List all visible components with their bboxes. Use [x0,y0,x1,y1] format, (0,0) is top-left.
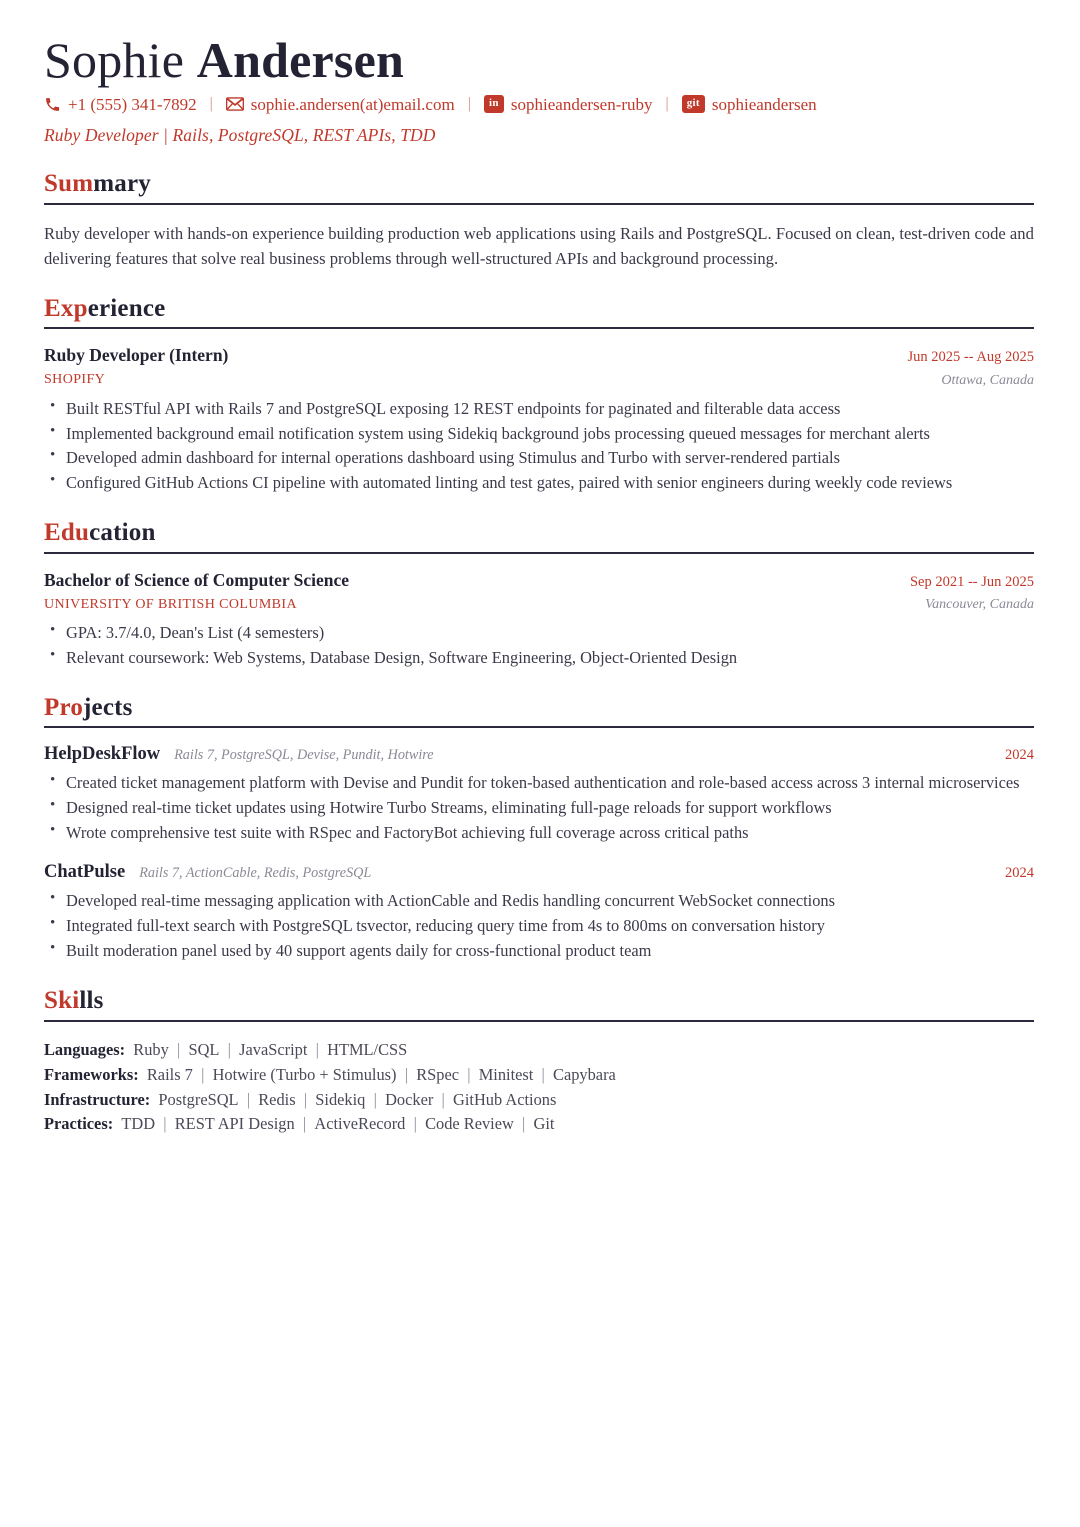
skills-item: RSpec [416,1064,459,1084]
job-dates: Jun 2025 -- Aug 2025 [907,349,1034,366]
skills-separator: | [396,1064,417,1084]
contact-github[interactable] [682,95,817,113]
envelope-icon [226,97,244,111]
project-entry-left [44,862,371,883]
list-item: • Designed real-time ticket updates using Hotwire Turbo Streams, eliminating full-page reloads for support workflows [44,796,1034,820]
skills-item: ActiveRecord [314,1114,406,1134]
experience-body [44,345,1034,495]
list-item: • Implemented background email notification system using Sidekiq background jobs processing queued messages for merchant alerts [44,422,1034,446]
skills-separator: | [238,1089,259,1109]
job-bullets [44,397,1034,496]
section-title-skills [44,987,1034,1018]
skills-item: TDD [117,1114,156,1134]
skills-separator: | [533,1064,554,1084]
experience-entry-header [44,345,1034,390]
section-title-highlight: Ski [44,987,80,1015]
contact-line [44,95,1034,113]
section-rule [44,327,1034,329]
skills-separator: | [405,1114,426,1134]
education-bullets [44,621,1034,670]
education-entry-right [910,573,1034,615]
list-item: • Developed admin dashboard for internal operations dashboard using Stimulus and Turbo with server-rendered partials [44,446,1034,470]
skills-separator: | [168,1039,189,1059]
given-name: Sophie [44,32,185,88]
skills-separator: | [513,1114,534,1134]
job-title: Ruby Developer (Intern) [44,345,229,366]
skills-item: Git [533,1114,555,1134]
education-body [44,570,1034,670]
skills-category: Languages: [44,1039,126,1059]
github-icon: git [682,95,705,113]
skills-separator: | [192,1064,213,1084]
skills-separator: | [155,1114,175,1134]
project-tech-stack: Rails 7, ActionCable, Redis, PostgreSQL [139,865,372,882]
skills-item: SQL [188,1039,220,1059]
skills-items [154,1090,556,1109]
skills-item: Rails 7 [142,1064,193,1084]
skills-row [44,1063,1034,1088]
section-skills [44,987,1034,1137]
project-bullets [44,771,1034,845]
skills-item: Docker [385,1089,434,1109]
skills-item: Code Review [425,1114,514,1134]
github-text: sophieandersen [711,94,817,114]
list-item: • Developed real-time messaging application with ActionCable and Redis handling concurrent WebSocket connections [44,889,1034,913]
list-item: • Built RESTful API with Rails 7 and PostgreSQL exposing 12 REST endpoints for paginated and filterable data access [44,397,1034,421]
list-item: • Integrated full-text search with PostgreSQL tsvector, reducing query time from 4s to 800ms on conversation history [44,914,1034,938]
skills-row [44,1038,1034,1063]
section-title-projects [44,694,1034,725]
project-tech-stack: Rails 7, PostgreSQL, Devise, Pundit, Hotwire [174,747,434,764]
skills-separator: | [433,1089,453,1109]
summary-text: Ruby developer with hands-on experience building production web applications using Rails and PostgreSQL. Focused on clean, test-driven code and delivering features that solve real business problems through well-structured APIs and background processing. [44,223,1034,268]
project-entry [44,744,1034,845]
section-title-highlight: Exp [44,294,88,322]
experience-entry-left [44,345,228,390]
section-title-highlight: Sum [44,170,94,197]
section-title-rest: mary [93,170,151,197]
summary-body [44,221,1034,271]
section-title-summary [44,170,1034,201]
skills-item: PostgreSQL [154,1089,239,1109]
contact-email[interactable] [226,96,455,113]
section-title-highlight: Pro [44,693,84,721]
skills-body [44,1038,1034,1138]
phone-text: +1 (555) 341-7892 [68,94,197,114]
email-text: sophie.andersen(at)email.com [250,94,455,114]
contact-separator: | [467,95,471,112]
section-title-rest: lls [79,987,104,1015]
project-year: 2024 [1005,865,1034,882]
skills-items [129,1040,407,1059]
skills-category: Practices: [44,1114,114,1134]
skills-row [44,1088,1034,1113]
skills-separator: | [219,1039,240,1059]
project-name: ChatPulse [44,862,126,883]
contact-separator: | [209,95,213,112]
project-entry-header [44,744,1034,765]
school-location: Vancouver, Canada [925,597,1034,612]
skills-separator: | [365,1089,386,1109]
headline-tagline: Ruby Developer | Rails, PostgreSQL, REST APIs, TDD [44,125,436,145]
skills-item: Ruby [129,1039,169,1059]
skills-item: Minitest [478,1064,534,1084]
project-entry-header [44,862,1034,883]
section-title-highlight: Edu [44,519,90,547]
section-rule [44,726,1034,728]
skills-items [117,1114,554,1133]
skills-separator: | [294,1114,315,1134]
skills-separator: | [459,1064,479,1084]
skills-item: GitHub Actions [453,1089,557,1109]
skills-item: Capybara [553,1064,616,1084]
section-rule [44,552,1034,554]
section-title-rest: jects [83,693,133,721]
linkedin-icon: in [484,95,504,113]
job-location: Ottawa, Canada [941,372,1034,388]
skills-row [44,1112,1034,1137]
skills-separator: | [307,1039,328,1059]
degree-title: Bachelor of Science of Computer Science [44,569,350,590]
skills-item: Hotwire (Turbo + Stimulus) [212,1064,397,1084]
skills-item: Sidekiq [315,1089,366,1109]
education-entry-header [44,570,1034,615]
school-name: UNIVERSITY OF BRITISH COLUMBIA [44,596,297,612]
candidate-name [44,34,1034,87]
skills-item: JavaScript [239,1039,308,1059]
contact-phone[interactable] [44,96,197,113]
skills-separator: | [295,1089,316,1109]
company-name: SHOPIFY [44,372,106,388]
skills-item: REST API Design [174,1114,295,1134]
degree-dates: Sep 2021 -- Jun 2025 [909,573,1034,590]
education-entry [44,570,1034,670]
section-title-rest: cation [89,519,156,547]
list-item: • Built moderation panel used by 40 support agents daily for cross-functional product team [44,939,1034,963]
section-title-experience [44,295,1034,326]
skills-item: HTML/CSS [327,1039,408,1059]
section-projects [44,694,1034,963]
list-item: • Configured GitHub Actions CI pipeline with automated linting and test gates, paired with senior engineers during weekly code reviews [44,471,1034,495]
list-item: • Relevant coursework: Web Systems, Database Design, Software Engineering, Object-Oriented Design [44,646,1034,670]
project-entry [44,862,1034,963]
section-summary [44,170,1034,271]
skills-category: Infrastructure: [44,1089,151,1109]
section-rule [44,203,1034,205]
skills-category: Frameworks: [44,1064,139,1084]
section-experience [44,295,1034,495]
linkedin-text: sophieandersen-ruby [510,94,653,114]
list-item: • GPA: 3.7/4.0, Dean's List (4 semesters) [44,621,1034,645]
contact-separator: | [665,95,669,112]
project-entry-left [44,744,434,765]
list-item: • Created ticket management platform with Devise and Pundit for token-based authentication and role-based access across 3 internal microservices [44,771,1034,795]
contact-linkedin[interactable] [484,95,653,113]
education-entry-left [44,570,349,615]
resume-header [44,34,1034,146]
section-title-rest: erience [87,294,166,322]
skills-items [143,1065,616,1084]
projects-body [44,744,1034,963]
experience-entry [44,345,1034,495]
skills-item: Redis [258,1089,296,1109]
list-item: • Wrote comprehensive test suite with RSpec and FactoryBot achieving full coverage across critical paths [44,821,1034,845]
section-rule [44,1020,1034,1022]
section-title-education [44,519,1034,550]
project-bullets [44,889,1034,963]
project-name: HelpDeskFlow [44,744,161,765]
project-year: 2024 [1005,747,1034,764]
section-education [44,519,1034,670]
experience-entry-right [908,348,1034,390]
phone-icon [44,96,61,113]
family-name: Andersen [196,32,404,88]
